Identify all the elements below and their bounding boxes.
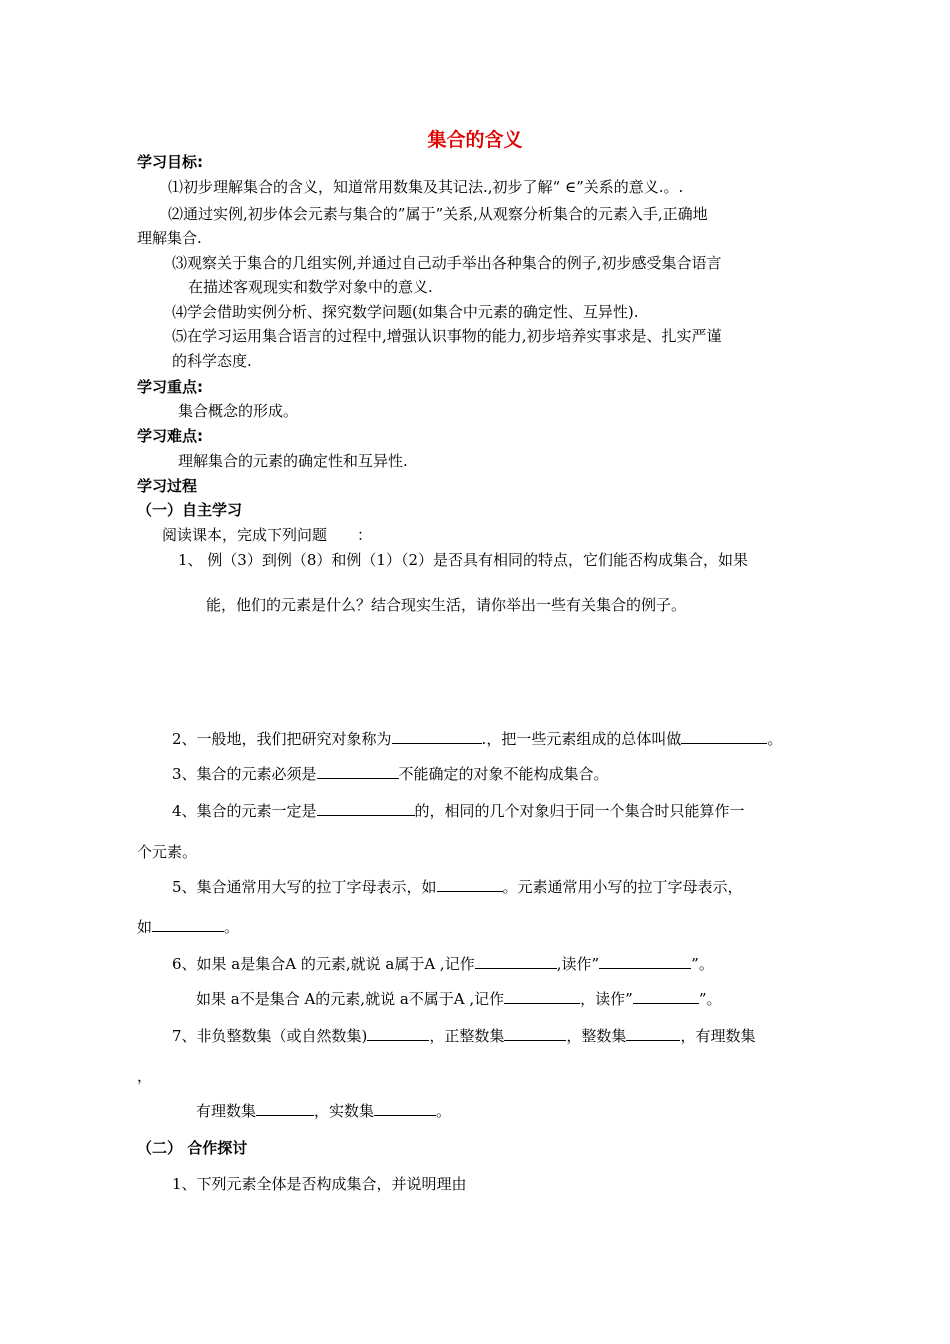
q6-text-a: 6、如果 a是集合A 的元素,就说 a属于A ,记作 — [172, 955, 475, 973]
q4-blank[interactable] — [317, 801, 415, 816]
question-5 — [172, 877, 743, 897]
question-4 — [172, 801, 745, 821]
process-heading: 学习过程 — [137, 477, 198, 495]
question-7b — [196, 1101, 451, 1121]
goal-item: ⑴初步理解集合的含义，知道常用数集及其记法.,初步了解“ ∈”关系的意义.。. — [168, 178, 684, 196]
q7b-blank-2[interactable] — [374, 1101, 436, 1116]
q7-text-c: ，整数集 — [566, 1027, 627, 1045]
q4-text-b: 的，相同的几个对象归于同一个集合时只能算作一 — [414, 802, 745, 820]
q6b-text-c: ”。 — [698, 990, 722, 1008]
q5-text-b: 。元素通常用小写的拉丁字母表示， — [502, 878, 743, 896]
q5-text-c: 如 — [137, 918, 153, 936]
q6b-blank-2[interactable] — [633, 989, 699, 1004]
question-6 — [172, 954, 714, 974]
difficulty-heading: 学习难点: — [137, 427, 203, 445]
q3-text-a: 3、集合的元素必须是 — [172, 765, 317, 783]
q6b-text-b: ，读作” — [580, 990, 633, 1008]
q6b-text-a: 如果 a不是集合 A的元素,就说 a不属于A ,记作 — [196, 990, 505, 1008]
q7-text-a: 7、非负整数集（或自然数集) — [172, 1027, 368, 1045]
question-7 — [172, 1026, 755, 1046]
q3-blank[interactable] — [317, 764, 399, 779]
section1-heading: （一）自主学习 — [137, 501, 243, 519]
q2-blank-1[interactable] — [392, 729, 482, 744]
goal-item: ⑸在学习运用集合语言的过程中,增强认识事物的能力,初步培养实事求是、扎实严谨 — [172, 327, 722, 345]
goal-item: 的科学态度. — [172, 352, 252, 370]
question-5-cont — [137, 917, 239, 937]
q2-text-c: 。 — [767, 730, 783, 748]
section2-heading: （二） 合作探讨 — [137, 1139, 248, 1157]
q2-text-a: 2、一般地，我们把研究对象称为 — [172, 730, 392, 748]
q7-blank-1[interactable] — [367, 1026, 429, 1041]
page-title: 集合的含义 — [427, 129, 523, 151]
q7b-text-a: 有理数集 — [196, 1102, 257, 1120]
goal-item: ⑶观察关于集合的几组实例,并通过自己动手举出各种集合的例子,初步感受集合语言 — [172, 254, 722, 272]
goal-item: 理解集合. — [137, 229, 202, 247]
q3-text-b: 不能确定的对象不能构成集合。 — [398, 765, 609, 783]
q7-blank-2[interactable] — [504, 1026, 566, 1041]
q5-blank-1[interactable] — [437, 877, 503, 892]
q7b-text-b: ，实数集 — [314, 1102, 375, 1120]
q4-text-a: 4、集合的元素一定是 — [172, 802, 317, 820]
q6b-blank-1[interactable] — [504, 989, 580, 1004]
q6-blank-1[interactable] — [475, 954, 557, 969]
q6-text-b: ,读作” — [556, 955, 600, 973]
key-heading: 学习重点: — [137, 378, 203, 396]
difficulty-text: 理解集合的元素的确定性和互异性. — [178, 452, 408, 470]
question-1-line1: 1、 例（3）到例（8）和例（1）（2）是否具有相同的特点，它们能否构成集合，如果 — [178, 551, 748, 569]
section2-question-1: 1、下列元素全体是否构成集合，并说明理由 — [172, 1175, 467, 1193]
question-3 — [172, 764, 609, 784]
goals-heading: 学习目标: — [137, 153, 203, 171]
q6-blank-2[interactable] — [599, 954, 691, 969]
goal-item: 在描述客观现实和数学对象中的意义. — [188, 278, 433, 296]
q7b-text-c: 。 — [436, 1102, 452, 1120]
q7-text-b: ，正整数集 — [429, 1027, 505, 1045]
q5-blank-2[interactable] — [152, 917, 224, 932]
goal-item: ⑵通过实例,初步体会元素与集合的”属于”关系,从观察分析集合的元素入手,正确地 — [168, 205, 708, 223]
q7-blank-3[interactable] — [626, 1026, 680, 1041]
q2-text-b: .，把一些元素组成的总体叫做 — [481, 730, 682, 748]
question-6b — [196, 989, 722, 1009]
q4-text-c: 个元素。 — [137, 843, 198, 861]
key-text: 集合概念的形成。 — [178, 402, 299, 420]
goal-item: ⑷学会借助实例分析、探究数学问题(如集合中元素的确定性、互异性). — [172, 303, 639, 321]
q7-text-d: ，有理数集 — [680, 1027, 756, 1045]
question-1-line2: 能，他们的元素是什么？结合现实生活，请你举出一些有关集合的例子。 — [206, 596, 687, 614]
question-2 — [172, 729, 782, 749]
q6-text-c: ”。 — [691, 955, 714, 973]
q5-text-d: 。 — [224, 918, 240, 936]
q7-text-e: ， — [137, 1067, 153, 1085]
q2-blank-2[interactable] — [681, 729, 767, 744]
section1-intro: 阅读课本，完成下列问题 ： — [162, 526, 373, 544]
q7b-blank-1[interactable] — [256, 1101, 314, 1116]
q5-text-a: 5、集合通常用大写的拉丁字母表示，如 — [172, 878, 437, 896]
